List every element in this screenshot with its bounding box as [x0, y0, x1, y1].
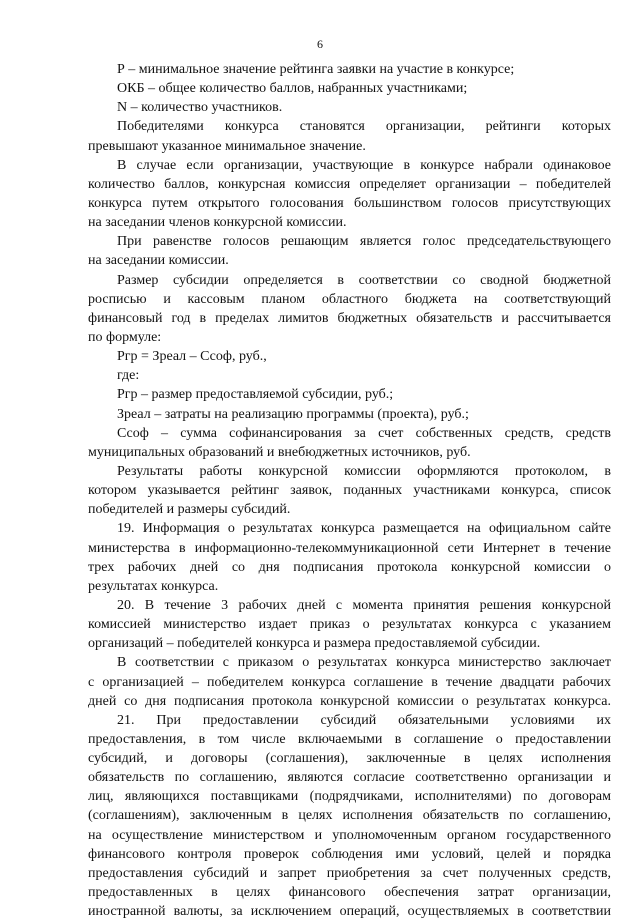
text-line: с организацией – победителем конкурса соглашение в течение двадцати рабочих: [88, 674, 611, 690]
text-line: В соответствии с приказом о результатах конкурса министерство заключает: [117, 655, 611, 671]
text-line: комиссией министерство издает приказ о результатах конкурса с указанием: [88, 617, 611, 633]
text-line: Р – минимальное значение рейтинга заявки на участие в конкурсе;: [117, 62, 515, 77]
text-line: (соглашениям), заключенным в целях исполнения обязательств по соглашению,: [88, 808, 611, 824]
document-body: [88, 60, 611, 921]
text-line: В случае если организации, участвующие в конкурсе набрали одинаковое: [117, 157, 611, 173]
text-line: Размер субсидии определяется в соответствии со сводной бюджетной: [117, 272, 611, 288]
text-line: на заседании членов конкурсной комиссии.: [88, 215, 347, 231]
text-line: N – количество участников.: [117, 100, 283, 116]
text-line: Ргр = Зреал – Ссоф, руб.,: [117, 349, 267, 365]
text-line: финансового контроля проверок соблюдения ими условий, целей и порядка: [88, 846, 611, 862]
text-line: результатах конкурса.: [88, 578, 219, 594]
text-line: финансовый год в пределах лимитов бюджетных обязательств и рассчитывается: [88, 310, 611, 326]
text-line: предоставления субсидий и запрет приобретения за счет полученных средств,: [88, 865, 611, 881]
text-line: победителей и размеры субсидий.: [88, 502, 291, 518]
text-line: на заседании комиссии.: [88, 253, 229, 269]
text-line: 19. Информация о результатах конкурса размещается на официальном сайте: [117, 521, 611, 537]
text-line: Зреал – затраты на реализацию программы (проекта), руб.;: [117, 406, 469, 422]
text-line: министерства в информационно-телекоммуникационной сети Интернет в течение: [88, 540, 611, 556]
text-line: Результаты работы конкурсной комиссии оформляются протоколом, в: [117, 463, 611, 479]
text-line: на осуществление министерством и уполномоченным органом государственного: [88, 827, 611, 843]
text-line: где:: [117, 368, 140, 384]
text-line: количество баллов, конкурсная комиссия определяет организации – победителей: [88, 176, 611, 192]
text-line: предоставленных в целях финансового обеспечения затрат организации,: [88, 885, 611, 901]
text-line: обязательств по соглашению, являются согласие соответственно организации и: [88, 770, 611, 786]
text-line: трех рабочих дней со дня подписания протокола конкурсной комиссии о: [88, 559, 611, 575]
text-line: росписью и кассовым планом областного бюджета на соответствующий: [88, 291, 611, 307]
text-line: субсидий, и договоры (соглашения), заключенные в целях исполнения: [88, 751, 611, 767]
text-line: ОКБ – общее количество баллов, набранных участниками;: [117, 81, 468, 97]
text-line: Ссоф – сумма софинансирования за счет собственных средств, средств: [117, 425, 611, 441]
text-line: 20. В течение 3 рабочих дней с момента принятия решения конкурсной: [117, 597, 611, 613]
text-line: Ргр – размер предоставляемой субсидии, руб.;: [117, 387, 394, 403]
text-line: иностранной валюты, за исключением операций, осуществляемых в соответствии: [88, 904, 611, 920]
text-line: муниципальных образований и внебюджетных источников, руб.: [88, 444, 471, 460]
text-line: лиц, являющихся поставщиками (подрядчиками, исполнителями) по договорам: [88, 789, 611, 805]
text-line: превышают указанное минимальное значение.: [88, 138, 366, 154]
text-line: дней со дня подписания протокола конкурсной комиссии о результатах конкурса.: [88, 693, 611, 709]
text-line: конкурса путем открытого голосования большинством голосов присутствующих: [88, 195, 611, 211]
text-line: котором указывается рейтинг заявок, поданных участниками конкурса, список: [88, 483, 611, 499]
text-line: предоставления, в том числе включаемыми в соглашение о предоставлении: [88, 731, 611, 747]
text-line: При равенстве голосов решающим является голос председательствующего: [117, 234, 611, 250]
text-line: Победителями конкурса становятся организации, рейтинги которых: [117, 119, 611, 135]
text-line: организаций – победителей конкурса и размера предоставляемой субсидии.: [88, 636, 541, 652]
text-line: 21. При предоставлении субсидий обязательными условиями их: [117, 712, 611, 728]
page-number: 6: [317, 37, 323, 51]
text-line: по формуле:: [88, 329, 162, 345]
